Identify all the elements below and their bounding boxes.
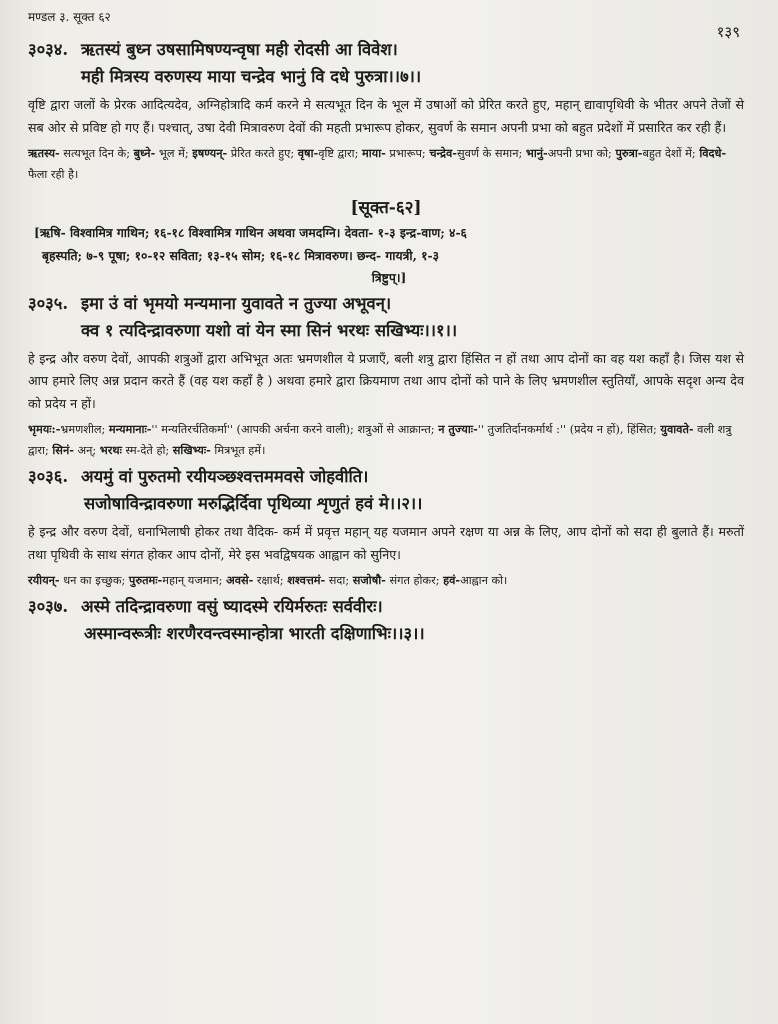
gloss-term: भरथः <box>99 443 122 457</box>
gloss-term: इषण्यन्- <box>192 146 228 160</box>
gloss-meaning: बहुत देशों में; <box>642 147 700 160</box>
sukta-heading: [सूक्त-६२] <box>350 198 422 218</box>
mantra-number: ३०३४. <box>28 40 69 59</box>
mantra-number: ३०३६. <box>28 467 69 486</box>
gloss-meaning: सत्यभूत दिन के; <box>59 147 134 160</box>
gloss-3035 <box>28 419 744 461</box>
gloss-meaning: भ्रमणशील; <box>60 423 109 436</box>
gloss-term: माया- <box>361 146 386 160</box>
gloss-meaning: आह्वान को। <box>460 574 508 587</box>
mantra-number: ३०३७. <box>28 597 69 616</box>
gloss-meaning: वली शत्रु द्वारा; <box>28 423 732 457</box>
mantra-3037-line1 <box>28 593 744 620</box>
translation-3035: हे इन्द्र और वरुण देवों, आपकी शत्रुओं द्वारा अभिभूत अतः भ्रमणशील ये प्रजाएँ, बली शत्रु द्वारा हिंसित न हों तथा आप दोनों का वह यश कहाँ है। जिस यश से आप हमारे लिए अन्न प्रदान करते हैं (वह यश कहाँ है ) अथवा हमारे द्वारा क्रियमाण तथा आप दोनों को पाने के लिए भ्रमणशील स्तुतियाँ, आपके सदृश अन्य देव को प्रदेय न हों। <box>28 350 744 411</box>
gloss-meaning: अन्; <box>73 444 100 457</box>
gloss-meaning: स्म-देते हो; <box>121 444 173 457</box>
page-header <box>28 8 744 41</box>
gloss-3036 <box>28 570 744 591</box>
mantra-number: ३०३५. <box>28 293 69 313</box>
gloss-term: भानुं- <box>525 146 548 160</box>
gloss-term: सखिभ्यः- <box>172 443 211 457</box>
gloss-term: न तुज्याः- <box>438 422 478 436</box>
mantra-text: अयमुं वां पुरुतमो रयीयञ्छश्वत्तममवसे जोहवीति। <box>81 467 369 486</box>
gloss-term: विदधे- <box>699 146 727 160</box>
gloss-term: भृमयः:- <box>28 422 61 436</box>
gloss-term: हवं- <box>443 573 461 587</box>
gloss-meaning: '' मन्यतिरर्चतिकर्मा'' (आपकी अर्चना करने वाली); शत्रुओं से आक्रान्त; <box>151 423 439 436</box>
mantra-3035-line2: क्व १ त्यदिन्द्रावरुणा यशो वां येन स्मा सिनं भरथः सखिभ्यः।।१।। <box>81 320 458 340</box>
sukta-meta <box>28 222 744 290</box>
gloss-term: पुरुत्रा- <box>615 146 643 160</box>
translation-3036: हे इन्द्र और वरुण देवों, धनाभिलाषी होकर तथा वैदिक- कर्म में प्रवृत्त महान् यह यजमान अपने रक्षण या अन्न के लिए, आप दोनों को सदा ही बुलाते हैं। मरुतों तथा पृथिवी के साथ संगत होकर आप दोनों, मेरे इस भवद्विषयक आह्वान को सुनिए। <box>28 524 744 562</box>
running-head: मण्डल ३. सूक्त ६२ <box>28 10 111 24</box>
page-number: १३९ <box>716 23 740 41</box>
meta-line3: त्रिष्टुप्।] <box>371 270 407 285</box>
gloss-meaning: मित्रभूत हमें। <box>210 444 266 457</box>
gloss-meaning: रक्षार्थ; <box>253 574 288 587</box>
meta-line1: [ऋषि- विश्वामित्र गाथिन; १६-१८ विश्वामित्र गाथिन अथवा जमदग्नि। देवता- १-३ इन्द्र-वाण; ४-६ <box>34 225 467 240</box>
mantra-3036-line1 <box>28 463 744 490</box>
gloss-term: बुध्ने- <box>133 146 156 160</box>
gloss-term: रयीयन्- <box>28 573 60 587</box>
gloss-meaning: प्रभारूप; <box>385 147 430 160</box>
translation-3034: वृष्टि द्वारा जलों के प्रेरक आदित्यदेव, अग्निहोत्रादि कर्म करने मे सत्यभूत दिन के भूल में उषाओं को प्रेरित करते हुए, महान् द्यावापृथिवी के भीतर अपने तेजों से सब ओर से प्रविष्ट हो गए हैं। पश्चात्, उषा देवी मित्रावरुण देवों की महती प्रभारूप होकर, सुवर्ण के समान अपनी प्रभा को बहुत प्रदेशों में प्रसारित कर रही हैं। <box>28 97 744 135</box>
gloss-term: चन्द्रेव- <box>429 146 457 160</box>
gloss-term: वृषा- <box>297 146 319 160</box>
gloss-meaning: सदा; <box>325 574 353 587</box>
gloss-term: ऋतस्य- <box>28 146 60 160</box>
mantra-3037-line2: अस्मान्वरूत्रीः शरणैरवन्त्वस्मान्होत्रा भारती दक्षिणाभिः।।३।। <box>84 624 425 643</box>
gloss-term: पुरुतमः- <box>128 573 163 587</box>
mantra-text: अस्मे तदिन्द्रावरुणा वसुं ष्यादस्मे रयिर्मरुतः सर्ववीरः। <box>81 597 383 616</box>
gloss-meaning: '' तुजतिर्दानकर्मार्थ :'' (प्रदेय न हों), हिंसित; <box>477 423 661 436</box>
gloss-meaning: भूल में; <box>155 147 193 160</box>
gloss-meaning: प्रेरित करते हुए; <box>227 147 298 160</box>
gloss-term: अवसे- <box>226 573 254 587</box>
gloss-meaning: अपनी प्रभा को; <box>547 147 616 160</box>
gloss-term: युवावते- <box>660 422 694 436</box>
gloss-term: मन्यमानाः- <box>108 422 152 436</box>
gloss-term: सिनं- <box>52 443 74 457</box>
gloss-meaning: महान् यजमान; <box>162 574 227 587</box>
mantra-text: इमा उं वां भृमयो मन्यमाना युवावते न तुज्या अभूवन्। <box>81 293 392 313</box>
meta-line2: बृहस्पति; ७-९ पूषा; १०-१२ सविता; १३-१५ सोम; १६-१८ मित्रावरुण। छन्द- गायत्री, १-३ <box>42 247 440 263</box>
mantra-3034-line1 <box>28 36 744 63</box>
mantra-3034-line2: मही मित्रस्य वरुणस्य माया चन्द्रेव भानुं वि दधे पुरुत्रा।।७।। <box>81 67 422 86</box>
mantra-text: ऋतस्यं बुध्न उषसामिषण्यन्वृषा मही रोदसी आ विवेश। <box>81 40 398 59</box>
gloss-meaning: संगत होकर; <box>385 574 444 587</box>
gloss-meaning: धन का इच्छुक; <box>59 574 129 587</box>
gloss-term: शश्वत्तमं- <box>287 573 326 587</box>
mantra-3036-line2: सजोषाविन्द्रावरुणा मरुद्भिर्दिवा पृथिव्या शृणुतं हवं मे।।२।। <box>84 494 423 513</box>
mantra-3035-line1 <box>28 290 744 317</box>
gloss-meaning: सुवर्ण के समान; <box>456 147 526 160</box>
gloss-meaning: वृष्टि द्वारा; <box>318 147 362 160</box>
gloss-meaning: फैला रही है। <box>28 168 79 181</box>
gloss-term: सजोषौ- <box>352 573 386 587</box>
gloss-3034 <box>28 143 744 185</box>
